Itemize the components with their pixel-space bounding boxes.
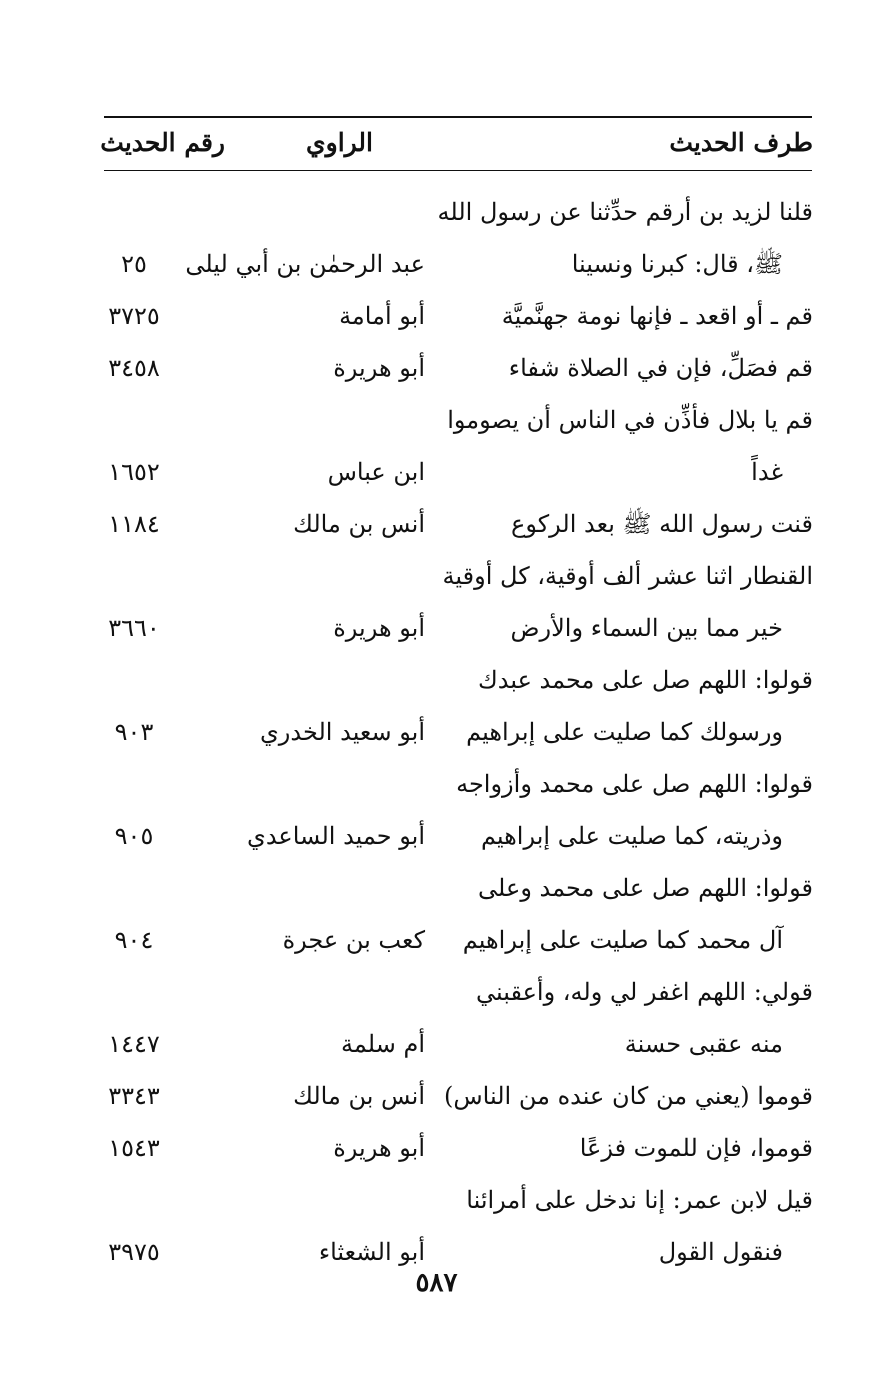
index-line xyxy=(0,446,873,498)
narrator-name: عبد الرحمٰن بن أبي ليلى xyxy=(185,250,425,278)
hadith-index-list xyxy=(0,186,873,1278)
hadith-text: وذريته، كما صليت على إبراهيم xyxy=(480,822,783,850)
hadith-text: قولوا: اللهم صل على محمد وعلى xyxy=(478,874,813,902)
narrator-name: أبو هريرة xyxy=(333,1134,425,1162)
hadith-text: قم يا بلال فأذِّن في الناس أن يصوموا xyxy=(447,406,813,434)
hadith-number: ٣٩٧٥ xyxy=(108,1238,160,1266)
index-line xyxy=(0,602,873,654)
narrator-name: أبو الشعثاء xyxy=(318,1238,425,1266)
index-line xyxy=(0,342,873,394)
hadith-text: قولوا: اللهم صل على محمد وأزواجه xyxy=(456,770,813,798)
hadith-text: قم ـ أو اقعد ـ فإنها نومة جهنَّميَّة xyxy=(501,302,813,330)
narrator-name: أم سلمة xyxy=(341,1030,425,1058)
narrator-name: ابن عباس xyxy=(327,458,425,486)
narrator-name: أبو أمامة xyxy=(339,302,425,330)
index-line xyxy=(0,914,873,966)
index-line xyxy=(0,238,873,290)
hadith-number: ١١٨٤ xyxy=(108,510,160,538)
column-header-hadith: طرف الحديث xyxy=(669,128,813,157)
hadith-text: فنقول القول xyxy=(658,1238,783,1266)
hadith-number: ٣٤٥٨ xyxy=(108,354,160,382)
hadith-text: منه عقبى حسنة xyxy=(624,1030,783,1058)
index-line xyxy=(0,186,873,238)
hadith-number: ٩٠٣ xyxy=(114,718,154,746)
index-line xyxy=(0,862,873,914)
hadith-number: ١٤٤٧ xyxy=(108,1030,160,1058)
index-line xyxy=(0,1070,873,1122)
index-line xyxy=(0,394,873,446)
hadith-text: قولي: اللهم اغفر لي وله، وأعقبني xyxy=(475,978,813,1006)
index-line xyxy=(0,550,873,602)
index-line xyxy=(0,290,873,342)
column-header-number: رقم الحديث xyxy=(100,128,225,157)
hadith-number: ٣٧٢٥ xyxy=(108,302,160,330)
index-line xyxy=(0,706,873,758)
hadith-number: ٩٠٤ xyxy=(114,926,154,954)
index-line xyxy=(0,1174,873,1226)
index-line xyxy=(0,966,873,1018)
column-header-narrator: الراوي xyxy=(306,128,373,157)
hadith-text: قيل لابن عمر: إنا ندخل على أمرائنا xyxy=(466,1186,813,1214)
hadith-text: ﷺ، قال: كبرنا ونسينا xyxy=(571,250,783,278)
narrator-name: أبو هريرة xyxy=(333,614,425,642)
hadith-number: ٣٣٤٣ xyxy=(108,1082,160,1110)
index-line xyxy=(0,1018,873,1070)
header-top-rule xyxy=(104,116,812,118)
narrator-name: أبو سعيد الخدري xyxy=(260,718,425,746)
hadith-text: غداً xyxy=(751,458,783,486)
hadith-text: قوموا، فإن للموت فزعًا xyxy=(579,1134,813,1162)
narrator-name: أبو حميد الساعدي xyxy=(247,822,425,850)
narrator-name: كعب بن عجرة xyxy=(282,926,425,954)
index-line xyxy=(0,758,873,810)
hadith-text: خير مما بين السماء والأرض xyxy=(510,614,783,642)
hadith-text: قنت رسول الله ﷺ بعد الركوع xyxy=(511,510,813,538)
index-line xyxy=(0,498,873,550)
hadith-text: قولوا: اللهم صل على محمد عبدك xyxy=(477,666,813,694)
hadith-text: القنطار اثنا عشر ألف أوقية، كل أوقية xyxy=(442,562,813,590)
hadith-number: ٣٦٦٠ xyxy=(108,614,160,642)
narrator-name: أنس بن مالك xyxy=(293,1082,425,1110)
narrator-name: أبو هريرة xyxy=(333,354,425,382)
hadith-number: ٩٠٥ xyxy=(114,822,154,850)
index-line xyxy=(0,810,873,862)
hadith-text: ورسولك كما صليت على إبراهيم xyxy=(466,718,783,746)
hadith-number: ٢٥ xyxy=(121,250,147,278)
hadith-text: قلنا لزيد بن أرقم حدِّثنا عن رسول الله xyxy=(437,198,813,226)
index-line xyxy=(0,654,873,706)
hadith-number: ١٥٤٣ xyxy=(108,1134,160,1162)
narrator-name: أنس بن مالك xyxy=(293,510,425,538)
hadith-number: ١٦٥٢ xyxy=(108,458,160,486)
hadith-text: قوموا (يعني من كان عنده من الناس) xyxy=(444,1082,813,1110)
hadith-text: قم فصَلِّ، فإن في الصلاة شفاء xyxy=(508,354,813,382)
index-line xyxy=(0,1122,873,1174)
header-bottom-rule xyxy=(104,170,812,171)
page-number: ٥٨٧ xyxy=(415,1268,458,1298)
hadith-text: آل محمد كما صليت على إبراهيم xyxy=(462,926,783,954)
